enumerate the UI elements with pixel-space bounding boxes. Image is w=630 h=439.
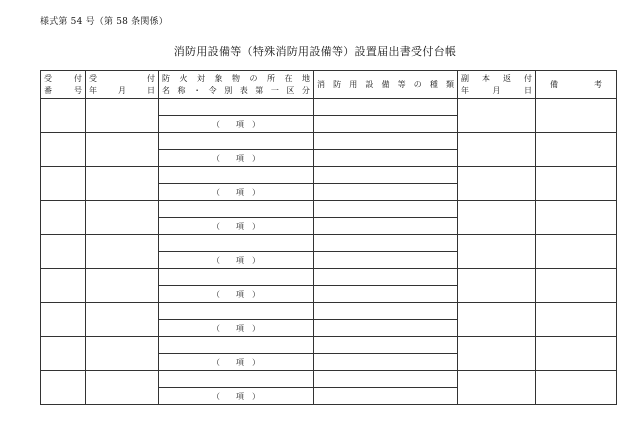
- cell-equipment-type-2[interactable]: [314, 150, 458, 167]
- item-mark: （ 項 ）: [212, 323, 260, 333]
- cell-classification[interactable]: [159, 388, 314, 405]
- cell-receipt-number[interactable]: [41, 133, 86, 167]
- cell-classification[interactable]: [159, 286, 314, 303]
- header-char: 備: [381, 79, 390, 89]
- entry-row[interactable]: [41, 99, 617, 116]
- cell-receipt-date[interactable]: [86, 337, 159, 371]
- header-char: 等: [397, 79, 406, 89]
- header-char: 別: [224, 85, 233, 95]
- header-char: 設: [365, 79, 374, 89]
- cell-duplicate-return-date[interactable]: [458, 269, 536, 303]
- header-receipt-number: [41, 71, 86, 99]
- cell-equipment-type[interactable]: [314, 133, 458, 150]
- cell-receipt-date[interactable]: [86, 269, 159, 303]
- header-char: 返: [503, 73, 511, 83]
- cell-receipt-date[interactable]: [86, 235, 159, 269]
- cell-receipt-number[interactable]: [41, 167, 86, 201]
- cell-location-name[interactable]: [159, 99, 314, 116]
- header-char: 類: [446, 79, 454, 89]
- header-char: 火: [179, 73, 188, 83]
- cell-receipt-date[interactable]: [86, 371, 159, 405]
- cell-receipt-number[interactable]: [41, 235, 86, 269]
- cell-location-name[interactable]: [159, 371, 314, 388]
- header-char: 考: [594, 79, 602, 89]
- entry-row[interactable]: [41, 337, 617, 354]
- cell-equipment-type-2[interactable]: [314, 320, 458, 337]
- header-char: 対: [197, 73, 205, 83]
- header-char: 本: [482, 73, 490, 83]
- header-char: 受: [89, 73, 97, 83]
- header-char: 月: [492, 85, 501, 95]
- cell-receipt-number[interactable]: [41, 371, 86, 405]
- cell-equipment-type[interactable]: [314, 235, 458, 252]
- cell-location-name[interactable]: [159, 337, 314, 354]
- cell-classification[interactable]: [159, 354, 314, 371]
- cell-location-name[interactable]: [159, 269, 314, 286]
- cell-remarks[interactable]: [536, 303, 617, 337]
- cell-location-name[interactable]: [159, 235, 314, 252]
- header-char: 種: [429, 79, 438, 89]
- cell-classification[interactable]: [159, 184, 314, 201]
- cell-classification[interactable]: [159, 218, 314, 235]
- cell-remarks[interactable]: [536, 269, 617, 303]
- item-mark: （ 項 ）: [212, 153, 260, 163]
- cell-equipment-type[interactable]: [314, 371, 458, 388]
- cell-remarks[interactable]: [536, 133, 617, 167]
- item-mark: （ 項 ）: [212, 255, 260, 265]
- header-char: 令: [208, 85, 217, 95]
- page-title: 消防用設備等（特殊消防用設備等）設置届出書受付台帳: [173, 45, 457, 58]
- entry-row[interactable]: [41, 371, 617, 388]
- cell-receipt-number[interactable]: [41, 337, 86, 371]
- item-mark: （ 項 ）: [212, 357, 260, 367]
- cell-receipt-date[interactable]: [86, 201, 159, 235]
- header-char: 防: [333, 79, 342, 89]
- cell-duplicate-return-date[interactable]: [458, 337, 536, 371]
- header-row: [41, 71, 617, 99]
- header-remarks: [536, 71, 617, 99]
- cell-equipment-type-2[interactable]: [314, 252, 458, 269]
- header-char: 付: [524, 73, 532, 83]
- entry-row[interactable]: [41, 201, 617, 218]
- header-char: 所: [267, 73, 275, 83]
- cell-classification[interactable]: [159, 150, 314, 167]
- header-char: 付: [74, 73, 82, 83]
- entry-row[interactable]: [41, 133, 617, 150]
- header-char: 消: [317, 79, 325, 89]
- cell-equipment-type-2[interactable]: [314, 184, 458, 201]
- header-char: 月: [118, 85, 126, 95]
- cell-receipt-date[interactable]: [86, 133, 159, 167]
- cell-equipment-type-2[interactable]: [314, 218, 458, 235]
- cell-location-name[interactable]: [159, 133, 314, 150]
- cell-equipment-type[interactable]: [314, 167, 458, 184]
- cell-duplicate-return-date[interactable]: [458, 235, 536, 269]
- cell-remarks[interactable]: [536, 201, 617, 235]
- cell-duplicate-return-date[interactable]: [458, 133, 536, 167]
- entry-row[interactable]: [41, 235, 617, 252]
- header-char: 付: [147, 73, 155, 83]
- header-char: 受: [44, 73, 52, 83]
- header-char: の: [413, 79, 422, 89]
- header-char: 物: [232, 73, 240, 83]
- cell-remarks[interactable]: [536, 337, 617, 371]
- register-table: [40, 70, 617, 405]
- register-body: [41, 99, 617, 405]
- header-char: 日: [147, 85, 155, 95]
- cell-equipment-type-2[interactable]: [314, 286, 458, 303]
- header-location-name: [159, 71, 314, 99]
- header-char: 年: [461, 85, 469, 95]
- cell-equipment-type-2[interactable]: [314, 116, 458, 133]
- cell-duplicate-return-date[interactable]: [458, 201, 536, 235]
- header-char: 備: [550, 79, 558, 89]
- cell-location-name[interactable]: [159, 201, 314, 218]
- header-char: 在: [284, 73, 293, 83]
- cell-equipment-type[interactable]: [314, 337, 458, 354]
- cell-duplicate-return-date[interactable]: [458, 371, 536, 405]
- header-char: 名: [162, 85, 170, 95]
- cell-remarks[interactable]: [536, 371, 617, 405]
- header-char: 用: [349, 79, 358, 89]
- cell-equipment-type[interactable]: [314, 99, 458, 116]
- form-number-label: 様式第 54 号（第 58 条関係）: [40, 17, 168, 27]
- cell-receipt-number[interactable]: [41, 303, 86, 337]
- header-char: 象: [214, 73, 223, 83]
- header-char: ・: [193, 85, 202, 95]
- header-char: 年: [89, 85, 97, 95]
- cell-equipment-type[interactable]: [314, 201, 458, 218]
- header-equipment-type: [314, 71, 458, 99]
- cell-classification[interactable]: [159, 252, 314, 269]
- cell-equipment-type[interactable]: [314, 303, 458, 320]
- cell-receipt-date[interactable]: [86, 303, 159, 337]
- entry-row[interactable]: [41, 167, 617, 184]
- header-char: 号: [74, 85, 82, 95]
- header-char: 分: [301, 85, 310, 95]
- cell-equipment-type-2[interactable]: [314, 388, 458, 405]
- cell-classification[interactable]: [159, 116, 314, 133]
- header-char: 第: [255, 85, 264, 95]
- cell-location-name[interactable]: [159, 167, 314, 184]
- entry-row[interactable]: [41, 303, 617, 320]
- entry-row[interactable]: [41, 269, 617, 286]
- cell-remarks[interactable]: [536, 235, 617, 269]
- item-mark: （ 項 ）: [212, 187, 260, 197]
- header-char: 日: [524, 85, 532, 95]
- cell-duplicate-return-date[interactable]: [458, 303, 536, 337]
- header-char: 番: [44, 85, 52, 95]
- cell-receipt-date[interactable]: [86, 167, 159, 201]
- cell-remarks[interactable]: [536, 99, 617, 133]
- cell-duplicate-return-date[interactable]: [458, 167, 536, 201]
- header-duplicate-return-date: [458, 71, 536, 99]
- cell-equipment-type[interactable]: [314, 269, 458, 286]
- header-char: 副: [461, 73, 469, 83]
- cell-receipt-number[interactable]: [41, 201, 86, 235]
- cell-receipt-date[interactable]: [86, 99, 159, 133]
- header-char: 一: [270, 85, 279, 95]
- item-mark: （ 項 ）: [212, 391, 260, 401]
- cell-remarks[interactable]: [536, 167, 617, 201]
- cell-duplicate-return-date[interactable]: [458, 99, 536, 133]
- header-char: 称: [177, 85, 186, 95]
- header-char: 地: [302, 73, 310, 83]
- item-mark: （ 項 ）: [212, 221, 260, 231]
- item-mark: （ 項 ）: [212, 289, 260, 299]
- header-char: 防: [162, 73, 170, 83]
- cell-equipment-type-2[interactable]: [314, 354, 458, 371]
- cell-receipt-number[interactable]: [41, 99, 86, 133]
- header-char: 表: [239, 85, 248, 95]
- header-char: 区: [286, 85, 295, 95]
- cell-location-name[interactable]: [159, 303, 314, 320]
- cell-receipt-number[interactable]: [41, 269, 86, 303]
- cell-classification[interactable]: [159, 320, 314, 337]
- header-char: の: [249, 73, 258, 83]
- header-receipt-date: [86, 71, 159, 99]
- item-mark: （ 項 ）: [212, 119, 260, 129]
